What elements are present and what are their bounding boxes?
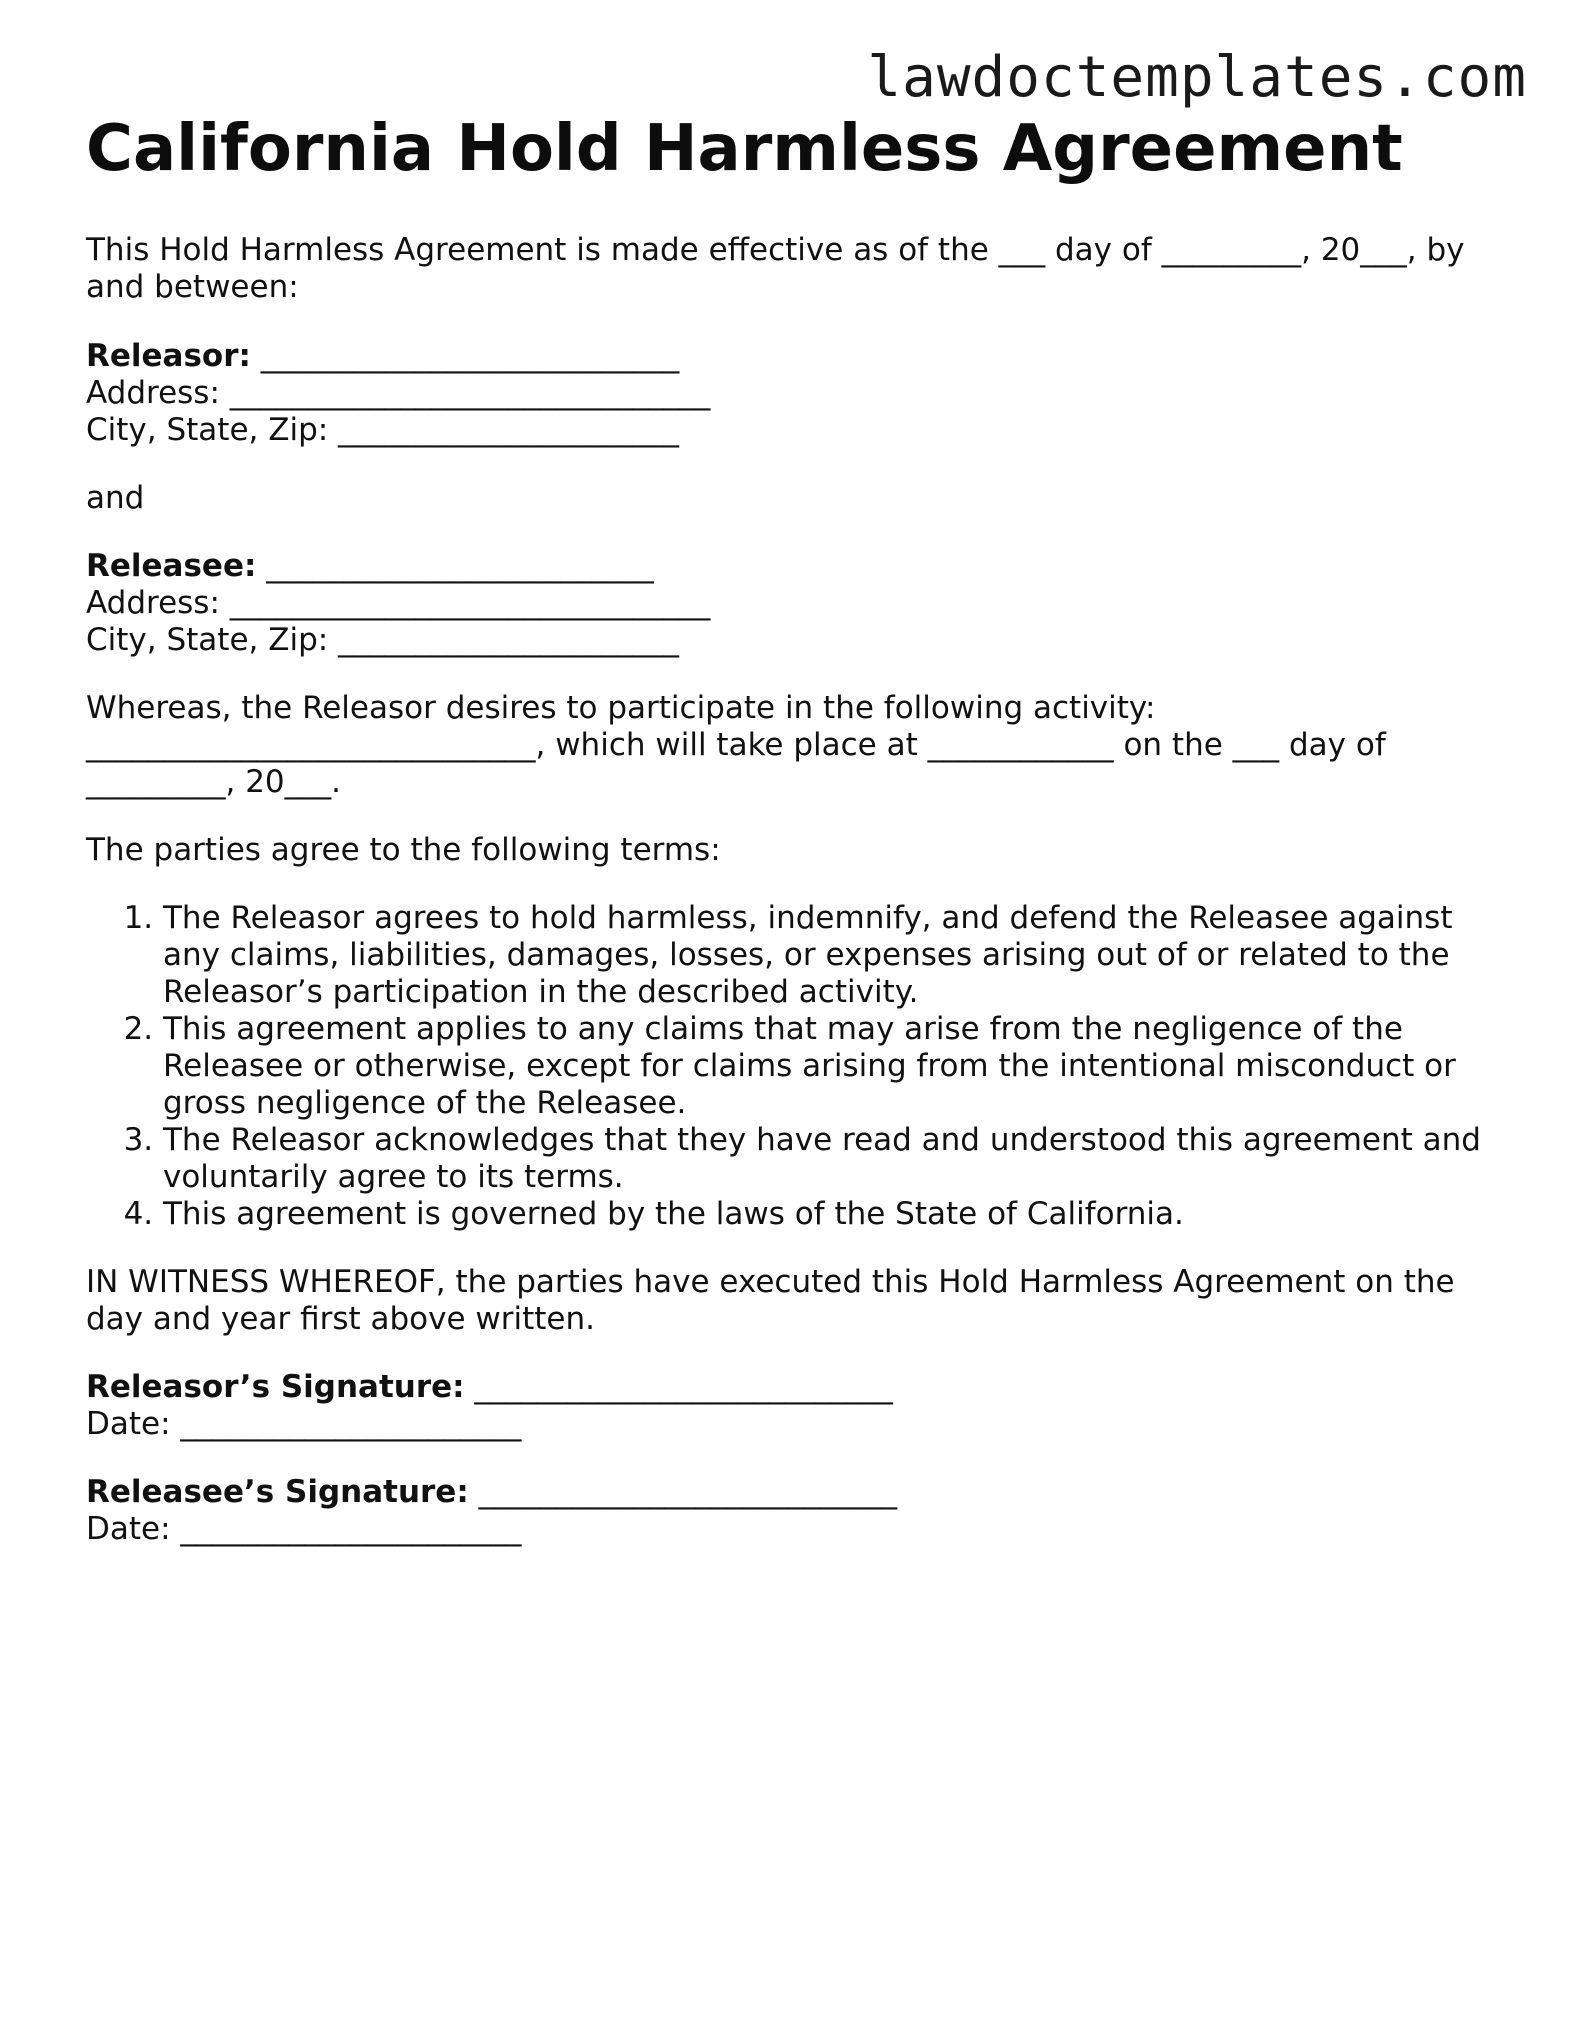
releasee-city-state-zip: City, State, Zip: ______________________ <box>86 622 680 658</box>
releasee-block <box>86 548 1506 659</box>
witness-line-1: IN WITNESS WHEREOF, the parties have executed this Hold Harmless Agreement on the <box>86 1264 1455 1300</box>
releasee-signature-line <box>86 1474 1506 1511</box>
witness-line-2: day and year first above written. <box>86 1301 596 1337</box>
terms-list <box>86 900 1506 1233</box>
intro-line-2: and between: <box>86 269 299 305</box>
document-title: California Hold Harmless Agreement <box>86 112 1403 186</box>
releasor-city-state-zip: City, State, Zip: ______________________ <box>86 412 680 448</box>
releasee-date: Date: ______________________ <box>86 1511 522 1547</box>
term-item: 3. The Releasor acknowledges that they have read and understood this agreement and voluntarily agree to its terms. <box>163 1122 1506 1196</box>
releasor-signature-block <box>86 1369 1506 1443</box>
watermark-logo: lawdoctemplates.com <box>867 45 1527 110</box>
document-page <box>86 112 1506 1548</box>
term-item: 4. This agreement is governed by the laws of the State of California. <box>163 1196 1506 1233</box>
releasor-address: Address: _______________________________ <box>86 375 711 411</box>
and-connector: and <box>86 480 145 516</box>
activity-paragraph <box>86 690 1506 801</box>
witness-paragraph <box>86 1264 1506 1338</box>
releasor-signature-blank: ___________________________ <box>474 1369 893 1405</box>
releasor-name-blank: ___________________________ <box>260 338 680 374</box>
activity-line-3: _________, 20___. <box>86 764 342 800</box>
releasor-date: Date: ______________________ <box>86 1406 522 1442</box>
releasor-signature-label: Releasor’s Signature: <box>86 1369 465 1405</box>
releasee-signature-block <box>86 1474 1506 1548</box>
releasee-signature-blank: ___________________________ <box>478 1474 898 1510</box>
intro-line-1: This Hold Harmless Agreement is made effective as of the ___ day of _________, 20___, by <box>86 232 1465 268</box>
releasor-signature-line <box>86 1369 1506 1406</box>
terms-intro: The parties agree to the following terms: <box>86 832 721 868</box>
releasee-address: Address: _______________________________ <box>86 585 711 621</box>
releasee-signature-label: Releasee’s Signature: <box>86 1474 469 1510</box>
releasor-block <box>86 338 1506 449</box>
releasee-name-blank: _________________________ <box>266 548 654 584</box>
term-item: 2. This agreement applies to any claims that may arise from the negligence of the Releasee or otherwise, except for claims arising from the intentional misconduct or gross negligence of the Releasee. <box>163 1011 1506 1122</box>
activity-line-1: Whereas, the Releasor desires to participate in the following activity: <box>86 690 1156 726</box>
releasor-name-line <box>86 338 1506 375</box>
intro-paragraph <box>86 232 1506 306</box>
term-item: 1. The Releasor agrees to hold harmless, indemnify, and defend the Releasee against any claims, liabilities, damages, losses, or expenses arising out of or related to the Releasor’s participation in the described activity. <box>163 900 1506 1011</box>
releasee-label: Releasee: <box>86 548 257 584</box>
releasee-name-line <box>86 548 1506 585</box>
releasor-label: Releasor: <box>86 338 251 374</box>
activity-line-2: _____________________________, which will take place at ____________ on the ___ day of <box>86 727 1386 763</box>
